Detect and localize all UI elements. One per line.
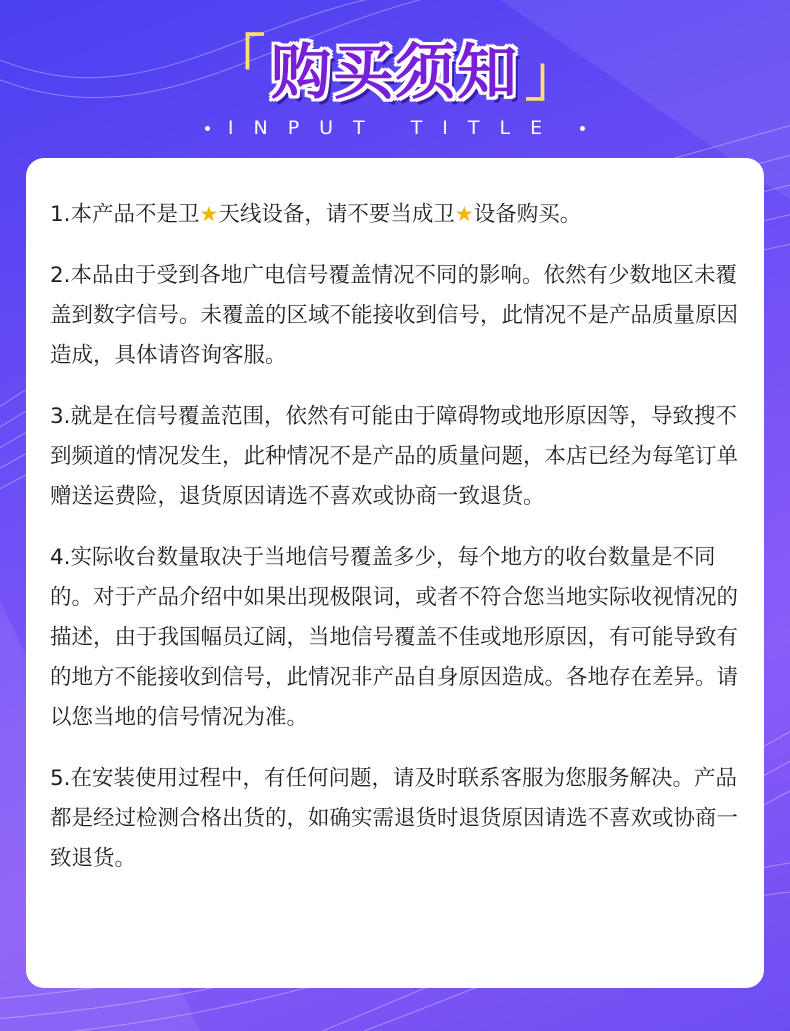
notice-card <box>26 158 764 988</box>
subtitle: INPUT TITLE <box>227 117 563 139</box>
notice-item-1 <box>50 194 740 235</box>
notice-1-part-2: 天线设备，请不要当成卫 <box>218 202 455 227</box>
subtitle-row <box>0 114 790 142</box>
star-icon: ★ <box>454 202 474 226</box>
title-bracket-right: 」 <box>525 45 579 108</box>
page-header <box>0 28 790 108</box>
notice-1-part-3: 设备购买。 <box>473 202 582 227</box>
notice-item-2: 2.本品由于受到各地广电信号覆盖情况不同的影响。依然有少数地区未覆盖到数字信号。未覆盖的区域不能接收到信号，此情况不是产品质量原因造成，具体请咨询客服。 <box>50 263 739 368</box>
dot-left <box>205 126 210 131</box>
title-bracket-left: 「 <box>211 29 265 92</box>
notice-item-4: 4.实际收台数量取决于当地信号覆盖多少，每个地方的收台数量是不同的。对于产品介绍中如果出现极限词，或者不符合您当地实际收视情况的描述，由于我国幅员辽阔，当地信号覆盖不佳或地形原因，有可能导致有的地方不能接收到信号，此情况非产品自身原因造成。各地存在差异。请以您当地的信号情况为准。 <box>50 545 739 730</box>
notice-item-3: 3.就是在信号覆盖范围，依然有可能由于障碍物或地形原因等，导致搜不到频道的情况发生，此种情况不是产品的质量问题，本店已经为每笔订单赠送运费险，退货原因请选不喜欢或协商一致退货。 <box>50 404 739 509</box>
dot-right <box>580 126 585 131</box>
notice-item-5: 5.在安装使用过程中，有任何问题，请及时联系客服为您服务解决。产品都是经过检测合格出货的，如确实需退货时退货原因请选不喜欢或协商一致退货。 <box>50 766 739 871</box>
page-title: 购买须知 <box>271 38 519 108</box>
star-icon: ★ <box>199 202 219 226</box>
notice-1-part-1: 1.本产品不是卫 <box>50 202 200 227</box>
